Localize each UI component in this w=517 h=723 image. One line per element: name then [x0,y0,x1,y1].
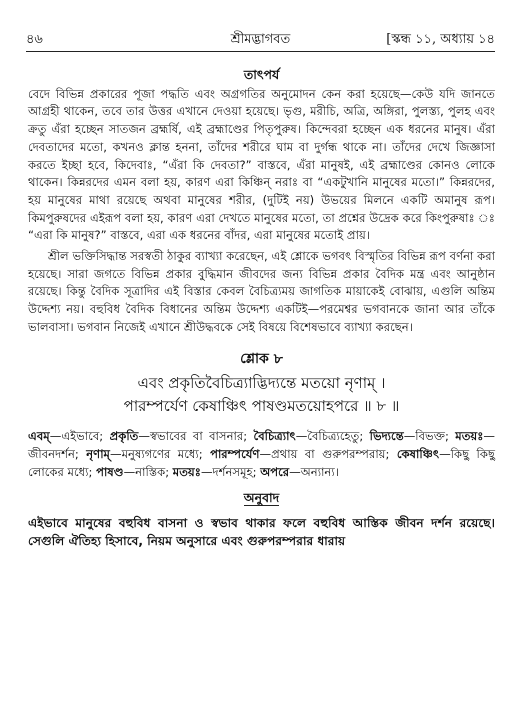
syn-meaning: —কিছু কিছু লোকের মধ্যে; [28,446,495,479]
syn-meaning: —স্বভাবের বা বাসনার; [138,429,254,444]
syn-word: মতয়ঃ [172,464,201,479]
syn-word: এবম্ [28,429,50,444]
syn-meaning: —বৈচিত্র্যহেতু; [295,429,370,444]
purport-heading: তাৎপর্য [243,67,280,82]
syn-word: নৃণাম্ [86,446,110,461]
verse-line-2: পারম্পর্যেণ কেষাঞ্চিৎ পাষণ্ডমতয়োহপরে ॥ ৮ ॥ [123,397,400,416]
syn-meaning: —প্রথায় বা গুরুপরম্পরায়; [259,446,397,461]
translation-heading-text: অনুবাদ [243,490,280,506]
purport-paragraph-2: শ্রীল ভক্তিসিদ্ধান্ত সরস্বতী ঠাকুর ব্যাখ্যা করেছেন, এই শ্লোকে ভগবৎ বিস্মৃতির বিভিন্ন রূপ বর্ণনা করা হয়েছে। সারা জগতে বিভিন্ন প্রকার বুদ্ধিমান জীবদের জন্য বিভিন্ন প্রকার বৈদিক মন্ত্র এবং আনুষ্ঠান রয়েছে। কিন্তু বৈদিক সূত্রাদির এই বিস্তার কেবল বৈচিত্র্যময় জাগতিক মায়াকেই বোঝায়, এগুলি অন্তিম উদ্দেশ্য নয়। বহুবিধ বৈদিক বিধানের অন্তিম উদ্দেশ্য একটিই—পরমেশ্বর ভগবানকে জানা আর তাঁকে ভালবাসা। ভগবান নিজেই এখানে শ্রীউদ্ধবকে সেই বিষয়ে বিশেষভাবে ব্যাখ্যা করছেন। [28,249,495,334]
syn-word: কেষাঞ্চিৎ [396,446,440,461]
page-body [28,66,495,550]
verse-line-1: এবং প্রকৃতিবৈচিত্র্যাদ্ভিদ্যন্তে মতয়ো নৃণাম্ । [137,374,386,393]
syn-meaning: —জীবনদর্শন; [28,429,495,461]
chapter-reference: [স্কন্ধ ১১, অধ্যায় ১৪ [386,32,495,47]
purport-paragraph-1: বেদে বিভিন্ন প্রকারের পূজা পদ্ধতি এবং অগ্রগতির অনুমোদন কেন করা হয়েছে—কেউ যদি জানতে আগ্রহী থাকেন, তবে তার উত্তর এখানে দেওয়া হয়েছে। ভৃগু, মরীচি, অত্রি, অঙ্গিরা, পুলস্ত্য, পুলহ এবং ক্রতু এঁরা হচ্ছেন সাতজন ব্রহ্মর্ষি, এই ব্রহ্মাণ্ডের পিতৃপুরুষ। কিন্দেবরা হচ্ছেন এক ধরনের মানুষ। এঁরা দেবতাদের মতো, কখনও ক্লান্ত হননা, তাঁদের শরীরে ঘাম বা দুর্গন্ধ থাকে না। তাঁদের দেখে জিজ্ঞাসা করতে ইচ্ছা হবে, কিদেবাঃ, “এঁরা কি দেবতা?” বাস্তবে, এঁরা মানুষই, এই ব্রহ্মাণ্ডের কোনও লোকে থাকেন। কিন্নরদের এমন বলা হয়, কারণ এরা কিঞ্চিন্ নরাঃ বা “একটুখানি মানুষের মতো।” কিন্নরদের, হয় মানুষের মাথা রয়েছে অথবা মানুষের শরীর, (দুটিই নয়) উভয়ের মিলনে একটি অমানুষ রূপ। কিমপুরুষদের এইরূপ বলা হয়, কারণ এরা দেখতে মানুষের মতো, তা প্রশ্নের উদ্রেক করে কিংপুরুষাঃ ঃ “এরা কি মানুষ?” বাস্তবে, এরা এক ধরনের বাঁদর, এরা মানুষের মতোই প্রায়। [28,86,495,243]
syn-word: ভিদ্যন্তে [369,429,404,444]
page-number: ৪৬ [26,32,43,47]
syn-word: প্রকৃতি [109,429,139,444]
translation-heading [28,489,495,507]
syn-meaning: —অন্যান্য। [289,464,339,479]
book-title: শ্রীমদ্ভাগবত [230,32,291,47]
word-synonyms [28,428,495,481]
syn-meaning: —বিভক্ত; [403,429,456,444]
syn-word: পারম্পর্যেণ [210,446,260,461]
syn-meaning: —এইভাবে; [49,429,110,444]
verse-title: শ্লোক ৮ [240,350,283,367]
syn-meaning: —দর্শনসমূহ; [200,464,261,479]
syn-word: বৈচিত্র্যাৎ [253,429,296,444]
header-rule [26,51,495,52]
syn-word: অপরে [260,464,290,479]
page-header [26,26,495,52]
translation-text: এইভাবে মানুষের বহুবিধ বাসনা ও স্বভাব থাকার ফলে বহুবিধ আস্তিক জীবন দর্শন রয়েছে। সেগুলি ঐতিহ্য হিসাবে, নিয়ম অনুসারে এবং গুরুপরম্পরার ধারায় [28,516,495,548]
syn-word: পাষণ্ড [96,464,124,479]
syn-meaning: —নাস্তিক; [123,464,173,479]
syn-meaning: —মনুষ্যগণের মধ্যে; [110,446,211,461]
syn-word: মতয়ঃ [455,429,484,444]
